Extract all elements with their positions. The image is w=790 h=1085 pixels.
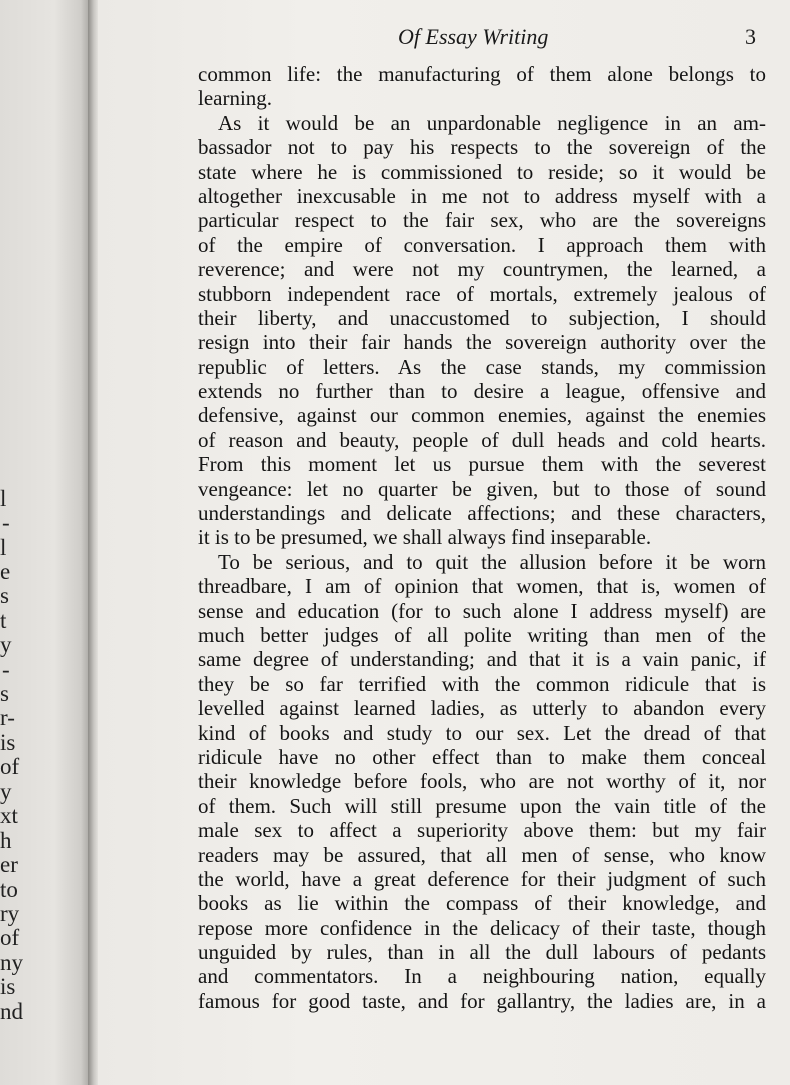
body-text bbox=[198, 62, 766, 1013]
left-page-fragment: er bbox=[0, 852, 18, 877]
text-line: To be serious, and to quit the allusion before it be worn bbox=[218, 549, 766, 574]
text-line: threadbare, I am of opinion that women, that is, women of bbox=[198, 574, 766, 599]
text-line: reverence; and were not my countrymen, the learned, a bbox=[198, 257, 766, 282]
text-line: of them. Such will still presume upon the vain title of the bbox=[198, 793, 766, 818]
text-line: and commentators. In a neighbouring nation, equally bbox=[198, 964, 766, 989]
text-line: understandings and delicate affections; and these characters, bbox=[198, 501, 766, 526]
left-page-fragment: - bbox=[2, 510, 10, 535]
left-page-fragment: is bbox=[0, 730, 16, 755]
left-page-fragment: l bbox=[0, 535, 7, 560]
text-line: famous for good taste, and for gallantry, the ladies are, in a bbox=[198, 988, 766, 1013]
text-line: it is to be presumed, we shall always find inseparable. bbox=[198, 525, 652, 550]
text-line: kind of books and study to our sex. Let the dread of that bbox=[198, 720, 766, 745]
text-line: From this moment let us pursue them with the severest bbox=[198, 452, 766, 477]
left-page-fragment: s bbox=[0, 583, 9, 608]
text-line: levelled against learned ladies, as utterly to abandon every bbox=[198, 696, 766, 721]
left-page-fragment: y bbox=[0, 779, 12, 804]
text-line: much better judges of all polite writing than men of the bbox=[198, 622, 766, 647]
left-page-fragment: - bbox=[2, 657, 10, 682]
left-page-fragment: ny bbox=[0, 950, 23, 975]
text-line: defensive, against our common enemies, against the enemies bbox=[198, 403, 766, 428]
left-page-fragment: ry bbox=[0, 901, 20, 926]
text-line: unguided by rules, than in all the dull labours of pedants bbox=[198, 940, 766, 965]
text-line: ridicule have no other effect than to make them conceal bbox=[198, 744, 766, 769]
text-line: learning. bbox=[198, 86, 273, 111]
left-page-fragment: is bbox=[0, 974, 16, 999]
text-line: readers may be assured, that all men of sense, who know bbox=[198, 842, 766, 867]
text-line: of the empire of conversation. I approach them with bbox=[198, 232, 766, 257]
text-line: their knowledge before fools, who are not worthy of it, nor bbox=[198, 769, 766, 794]
text-line: republic of letters. As the case stands, my commission bbox=[198, 354, 766, 379]
text-line: common life: the manufacturing of them alone belongs to bbox=[198, 62, 766, 86]
text-line: altogether inexcusable in me not to address myself with a bbox=[198, 183, 766, 208]
text-line: repose more confidence in the delicacy of their taste, though bbox=[198, 915, 766, 940]
running-title: Of Essay Writing bbox=[398, 24, 549, 49]
left-page-fragment: l bbox=[0, 486, 7, 511]
text-line: vengeance: let no quarter be given, but to those of sound bbox=[198, 476, 766, 501]
text-line: resign into their fair hands the sovereign authority over the bbox=[198, 330, 766, 355]
book-gutter bbox=[88, 0, 98, 1085]
left-page-fragment: s bbox=[0, 681, 9, 706]
left-page-fragment: r- bbox=[0, 705, 15, 730]
text-line: of reason and beauty, people of dull heads and cold hearts. bbox=[198, 427, 766, 452]
text-line: same degree of understanding; and that it is a vain panic, if bbox=[198, 647, 766, 672]
text-line: stubborn independent race of mortals, extremely jealous of bbox=[198, 281, 766, 306]
left-page-fragment: t bbox=[0, 608, 7, 633]
left-page-fragment: y bbox=[0, 632, 12, 657]
left-page-fragment: of bbox=[0, 754, 20, 779]
text-line: they be so far terrified with the common ridicule that is bbox=[198, 671, 766, 696]
page-number: 3 bbox=[745, 24, 756, 49]
text-line: bassador not to pay his respects to the sovereign of the bbox=[198, 135, 766, 160]
left-page-fragment: nd bbox=[0, 999, 23, 1024]
left-page-fragment: e bbox=[0, 559, 11, 584]
left-page-fragment: to bbox=[0, 877, 18, 902]
left-page-edge bbox=[0, 0, 90, 1085]
text-line: particular respect to the fair sex, who are the sovereigns bbox=[198, 208, 766, 233]
text-line: the world, have a great deference for their judgment of such bbox=[198, 866, 766, 891]
text-line: sense and education (for to such alone I address myself) are bbox=[198, 598, 766, 623]
text-line: books as lie within the compass of their knowledge, and bbox=[198, 891, 766, 916]
left-page-fragment: xt bbox=[0, 803, 18, 828]
left-page-fragment: of bbox=[0, 925, 20, 950]
text-line: male sex to affect a superiority above them: but my fair bbox=[198, 818, 766, 843]
left-page-fragment: h bbox=[0, 828, 12, 853]
text-line: As it would be an unpardonable negligence in an am- bbox=[218, 110, 766, 135]
text-line: extends no further than to desire a league, offensive and bbox=[198, 379, 766, 404]
text-line: their liberty, and unaccustomed to subjection, I should bbox=[198, 305, 766, 330]
text-line: state where he is commissioned to reside; so it would be bbox=[198, 159, 766, 184]
